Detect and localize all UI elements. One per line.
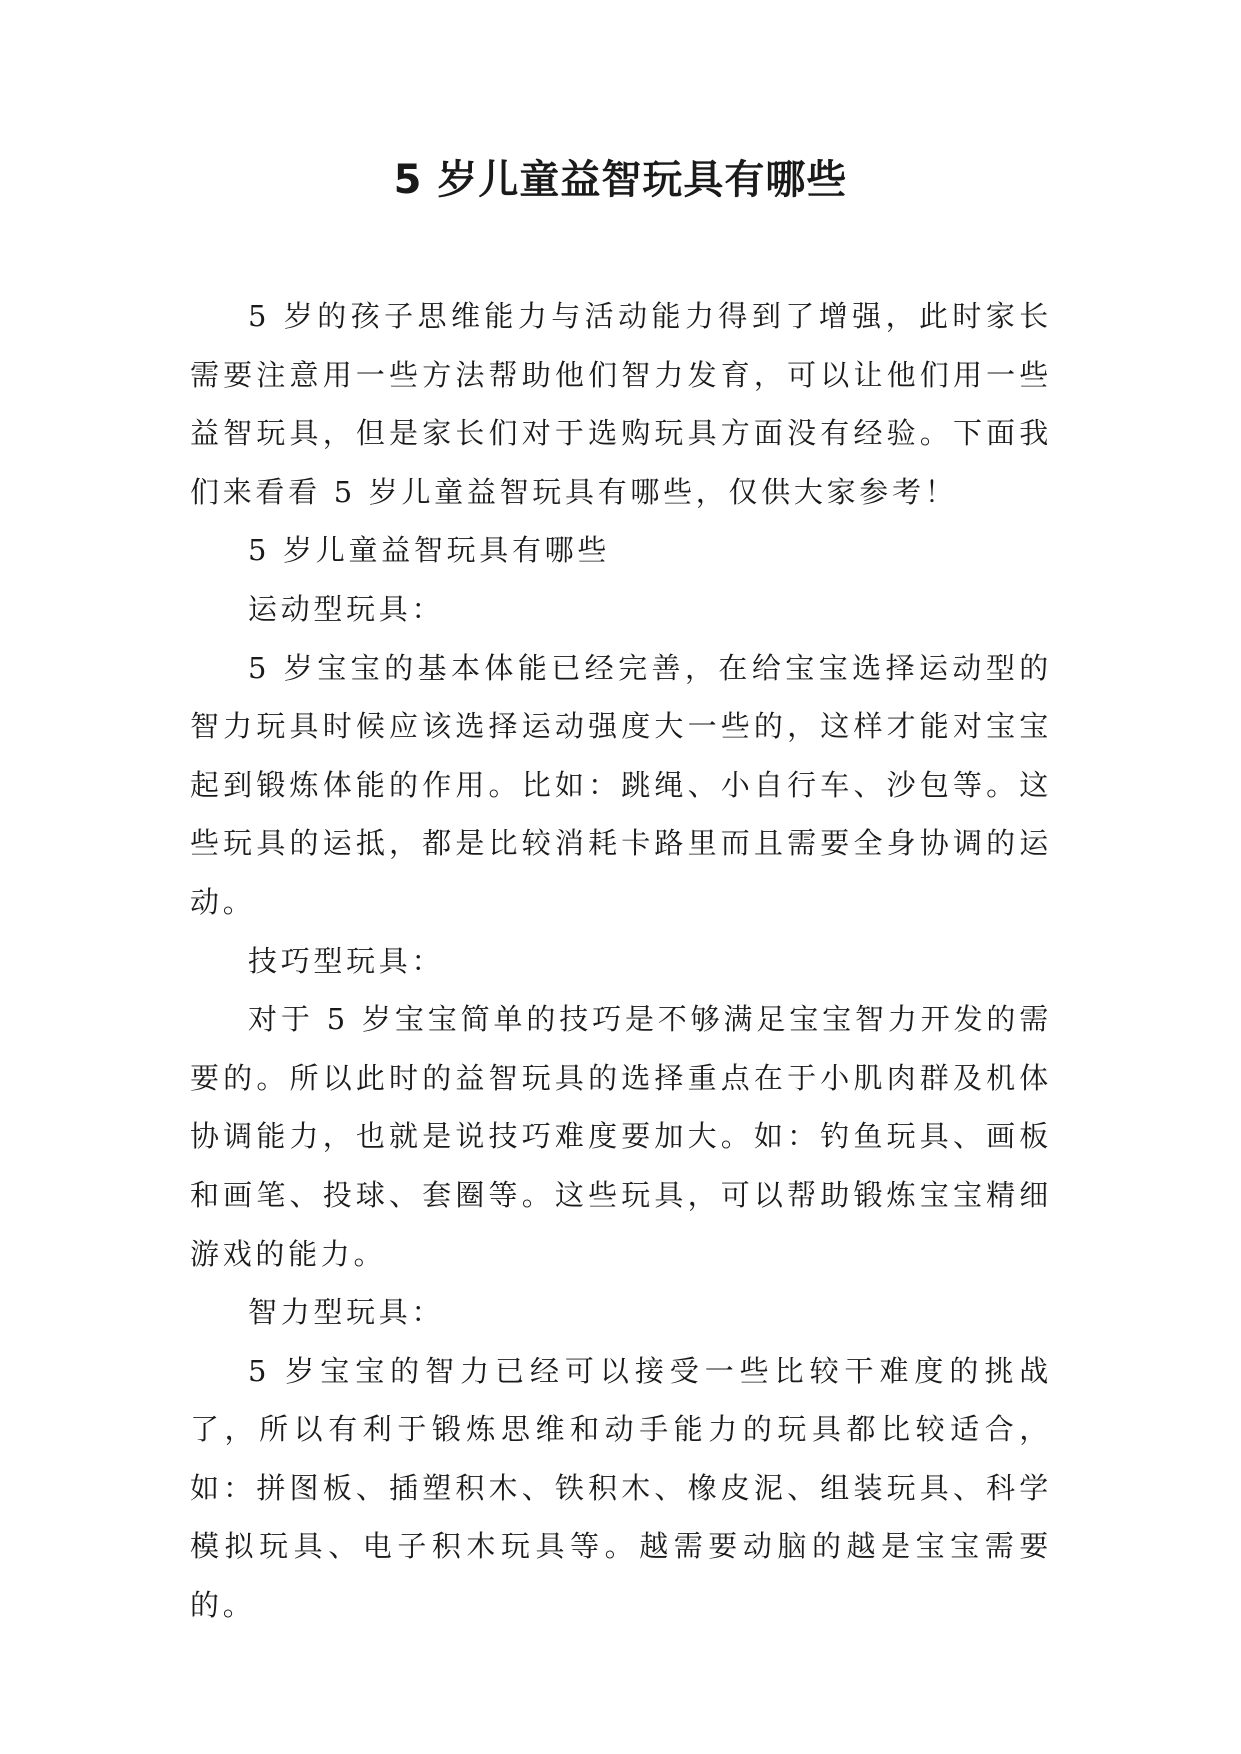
paragraph-skill-heading: 技巧型玩具： <box>248 943 445 978</box>
paragraph-skill-body: 对于 5 岁宝宝简单的技巧是不够满足宝宝智力开发的需要的。所以此时的益智玩具的选择重点在于小肌肉群及机体协调能力，也就是说技巧难度要加大。如：钓鱼玩具、画板和画笔、投球、套圈等。这些玩具，可以帮助锻炼宝宝精细游戏的能力。 <box>190 1002 1052 1271</box>
paragraph-intellect-heading: 智力型玩具： <box>248 1295 445 1330</box>
paragraph-intellect-body: 5 岁宝宝的智力已经可以接受一些比较干难度的挑战了，所以有利于锻炼思维和动手能力的玩具都比较适合，如：拼图板、插塑积木、铁积木、橡皮泥、组装玩具、科学模拟玩具、电子积木玩具等。越需要动脑的越是宝宝需要的。 <box>190 1353 1052 1623</box>
document-title: 5 岁儿童益智玩具有哪些 <box>393 157 848 203</box>
paragraph-sports-body: 5 岁宝宝的基本体能已经完善，在给宝宝选择运动型的智力玩具时候应该选择运动强度大一些的，这样才能对宝宝起到锻炼体能的作用。比如：跳绳、小自行车、沙包等。这些玩具的运抵，都是比较消耗卡路里而且需要全身协调的运动。 <box>190 650 1052 919</box>
paragraph-subheading: 5 岁儿童益智玩具有哪些 <box>248 533 611 568</box>
document-body <box>190 287 1052 1635</box>
paragraph-sports-heading: 运动型玩具： <box>248 591 445 626</box>
paragraph-intro: 5 岁的孩子思维能力与活动能力得到了增强，此时家长需要注意用一些方法帮助他们智力发育，可以让他们用一些益智玩具，但是家长们对于选购玩具方面没有经验。下面我们来看看 5 岁儿童益智玩具有哪些，仅供大家参考！ <box>190 299 1052 509</box>
